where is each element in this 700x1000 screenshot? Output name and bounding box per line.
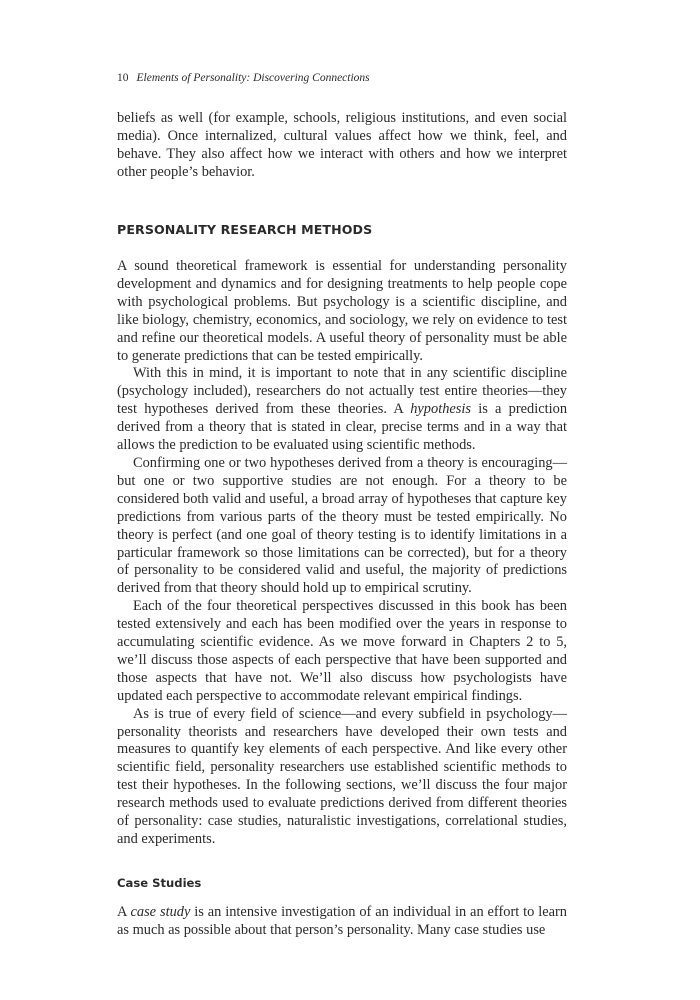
running-head — [117, 71, 370, 85]
section-heading: PERSONALITY RESEARCH METHODS — [117, 222, 373, 237]
paragraph-text: is an intensive investigation of an individual in an effort to learn as much as possible about that person’s personality. Many case studies use — [117, 904, 567, 938]
section-paragraph-1: A sound theoretical framework is essential for understanding personality development and dynamics and for designing treatments to help people cope with psychological problems. But psychology is a scientific discipline, and like biology, chemistry, economics, and sociology, we rely on evidence to test and refine our theoretical models. A useful theory of personality must be able to generate predictions that can be tested empirically. — [117, 258, 567, 364]
subsection-paragraph-1 — [117, 904, 567, 940]
paragraph-text: A — [117, 904, 131, 920]
subsection-heading: Case Studies — [117, 876, 202, 890]
intro-paragraph: beliefs as well (for example, schools, religious institutions, and even social media). Once internalized, cultural values affect how we think, feel, and behave. They also affect how we interact with others and how we interpret other people’s behavior. — [117, 110, 567, 180]
term-case-study: case study — [130, 904, 191, 920]
section-paragraph-2 — [117, 365, 567, 455]
page-number: 10 — [117, 72, 129, 84]
section-paragraph-3: Confirming one or two hypotheses derived from a theory is encouraging—but one or two supportive studies are not enough. For a theory to be considered both valid and useful, a broad array of hypotheses that capture key predictions from various parts of the theory must be tested empirically. No theory is perfect (and one goal of theory testing is to identify limitations in a particular framework so those limitations can be corrected), but for a theory of personality to be considered valid and useful, the majority of predictions derived from that theory should hold up to empirical scrutiny. — [117, 454, 567, 597]
paragraph-text: is a prediction derived from a theory that is stated in clear, precise terms and in a way that allows the prediction to be evaluated using scientific methods. — [117, 401, 568, 454]
section-paragraph-4: Each of the four theoretical perspectives discussed in this book has been tested extensively and each has been modified over the years in response to accumulating scientific evidence. As we move forward in Chapters 2 to 5, we’ll discuss those aspects of each perspective that have been supported and those aspects that have not. We’ll also discuss how psychologists have updated each perspective to accommodate relevant empirical findings. — [117, 598, 567, 704]
term-hypothesis: hypothesis — [410, 401, 471, 418]
section-paragraph-5: As is true of every field of science—and every subfield in psychology—personality theorists and researchers have developed their own tests and measures to quantify key elements of each perspective. And like every other scientific field, personality researchers use established scientific methods to test their hypotheses. In the following sections, we’ll discuss the four major research methods used to evaluate predictions derived from different theories of personality: case studies, naturalistic investigations, correlational studies, and experiments. — [117, 705, 567, 847]
paragraph-text: With this in mind, it is important to note that in any scientific discipline (psychology included), researchers do not actually test entire theories—they test hypotheses derived from these theories. A — [117, 365, 567, 418]
section-body — [117, 258, 567, 849]
book-title: Elements of Personality: Discovering Connections — [136, 72, 370, 84]
